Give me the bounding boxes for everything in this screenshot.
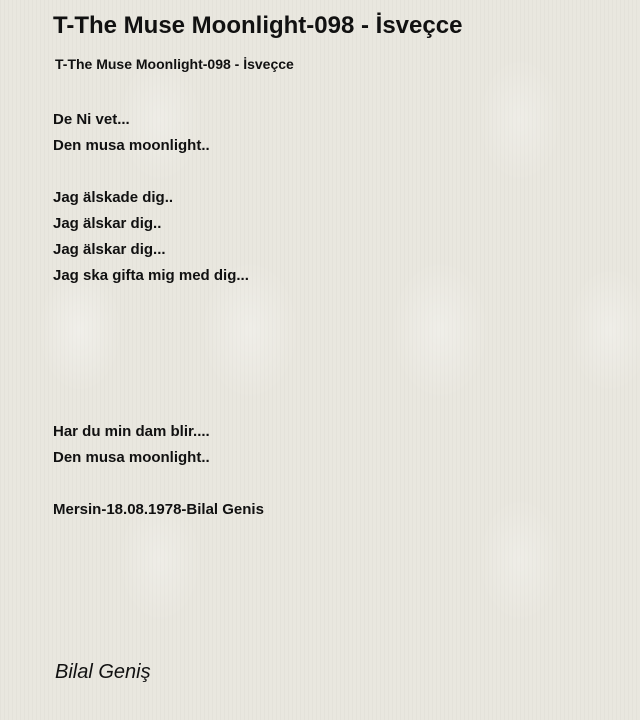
poem-line: Den musa moonlight.. [53,449,210,466]
poem-line: Jag älskade dig.. [53,189,174,206]
poem-line [53,315,264,341]
poem-line [53,367,264,393]
poem-line: Har du min dam blir.... [53,423,210,440]
poem-line: Mersin-18.08.1978-Bilal Genis [53,501,264,518]
poem-line: Jag ska gifta mig med dig... [53,267,249,284]
poem-author: Bilal Geniş [55,661,151,683]
poem-body [53,107,264,523]
poem-line: Jag älskar dig.. [53,215,162,232]
poem-line: Jag älskar dig... [53,241,166,258]
poem-subtitle: T-The Muse Moonlight-098 - İsveçce [55,56,294,72]
poem-line [53,289,264,315]
poem-line [53,159,264,185]
poem-line: Den musa moonlight.. [53,137,210,154]
poem-title: T-The Muse Moonlight-098 - İsveçce [53,12,463,39]
poem-line [53,393,264,419]
poem-line [53,341,264,367]
poem-line: De Ni vet... [53,111,130,128]
poem-line [53,471,264,497]
